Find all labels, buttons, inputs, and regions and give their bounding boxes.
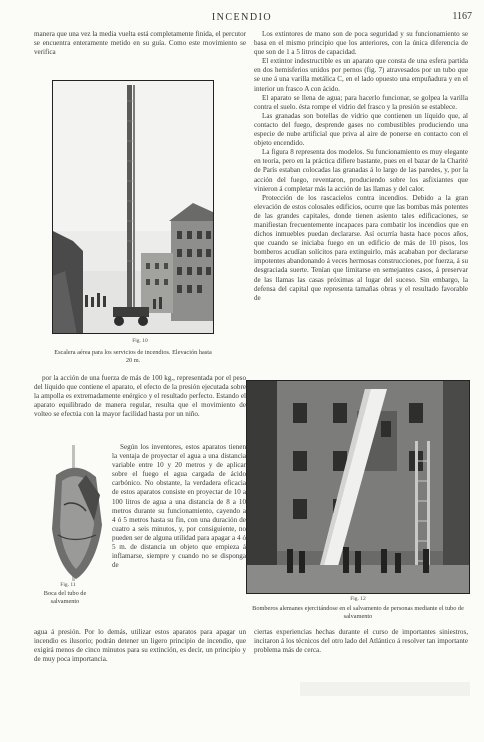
- figure-10-photo: [52, 80, 214, 334]
- page-header-title: INCENDIO: [211, 12, 273, 23]
- figure-12-photo: [246, 380, 470, 594]
- left-column-bottom-text: agua á presión. Por lo demás, utilizar estos aparatos para apagar un incendio es ilusorio; podrán detener un ligero principio de incendio, que exigirá menos de cinco minutos para su extinción, es decir, un principio y de muy poca importancia.: [34, 628, 246, 664]
- rescue-tube-illustration: [247, 381, 470, 594]
- figure-12-caption: Bomberos alemanes ejercitándose en el salvamento de personas mediante el tubo de salvamento: [252, 605, 464, 620]
- tube-mouth-illustration: [42, 445, 110, 581]
- right-column-bottom-text: ciertas experiencias hechas durante el curso de importantes siniestros, incitaron á los técnicos del otro lado del Atlántico á resolver tan importante problema más de cerca.: [254, 628, 468, 655]
- left-column-middle-text: por la acción de una fuerza de más de 100 kg., representada por el peso del líquido que contiene el aparato, el efecto de la presión ejecutada sobre la ampolla es extremadamente enérgico y el resultado perfecto. Estando el aparato equilibrado de manera regular, resulta que el movimiento de volteo se efectúa con la mayor facilidad hasta por un niño.: [34, 374, 246, 419]
- watermark: [300, 682, 470, 696]
- figure-11-photo: [42, 445, 110, 581]
- figure-10-caption: Escalera aérea para los servicios de incendios. Elevación hasta 20 m.: [54, 349, 212, 364]
- aerial-ladder-illustration: [53, 81, 214, 334]
- figure-11-label: Fig. 11: [60, 582, 76, 588]
- left-column-top-text: manera que una vez la media vuelta está completamente finida, el percutor se encuentra enteramente metido en su guía. Como este movimiento se verifica: [34, 30, 246, 57]
- figure-10-label: Fig. 10: [132, 338, 148, 344]
- figure-11-caption: Boca del tubo de salvamento: [43, 590, 87, 605]
- page-number: 1167: [452, 11, 472, 22]
- figure-12-label: Fig. 12: [350, 596, 366, 602]
- right-column-top-text: Los extintores de mano son de poca seguridad y su funcionamiento se basa en el mismo principio que los anteriores, con la única diferencia de que son de 1 a 5 litros de capacidad. El extintor indestructible es un aparato que consta de una esfera partida en dos hemisferios unidos por pernos (fig. 7) atravesados por un tubo que se une á una varilla metálica C, en el lado opuesto una empuñadura y en el interior un frasco A con ácido. El aparato se llena de agua; para hacerlo funcionar, se golpea la varilla contra el suelo. ésta rompe el vidrio del frasco y la presión se establece. Las granadas son botellas de vidrio que contienen un líquido que, al contacto del fuego, desprende gases no combustibles produciendo una especie de nube artificial que priva al aire de ponerse en contacto con el objeto encendido. La figura 8 representa dos modelos. Su funcionamiento es muy elegante en teoría, pero en la práctica difiere bastante, pues en el bazar de la Charité de París estaban colocadas las granadas á lo largo de las paredes, y, por la acción del fuego, reventaron, produciendo sobre los asfixiantes que vinieron á completar más la acción de las llamas y del calor. Protección de los rascacielos contra incendios. Debido a la gran elevación de estos colosales edificios, ocurre que las bombas más potentes de las grandes capitales, donde tienen asiento tales edificaciones, se manifiestan frecuentemente incapaces para combatir los incendios que en dichos inmuebles puedan declararse. Así ocurría hasta hace pocos años, que cuando se iniciaba fuego en un edificio de más de 10 pisos, los bomberos acudían solícitos para extinguirlo, más acababan por declararse impotentes abandonando á veces hermosas construcciones, por fuerza, á su desgraciada suerte. Tenían que limitarse en semejantes casos, á preservar de las llamas las casas próximas al lugar del suceso. Sin embargo, la defensa del capital que representa tamañas obras y el resultado favorable de: [254, 30, 468, 302]
- left-column-fig11-side-text: Según los inventores, estos aparatos tienen la ventaja de proyectar el agua a una distancia variable entre 10 y 20 metros y de aplicar sobre el fuego el agua cargada de ácido carbónico. No obstante, la verdadera eficacia de estos aparatos consiste en proyectar de 10 a 100 litros de agua a una distancia de 8 a 10 metros durante su funcionamiento, cayendo a 4 ó 5 metros hasta su fin, con una duración de cuatro a seis minutos, y, por consiguiente, no pueden ser de alguna utilidad para apagar a 4 ó 5 m. de distancia un objeto que empieza á inflamarse, siempre y cuando no se disponga de: [112, 443, 246, 570]
